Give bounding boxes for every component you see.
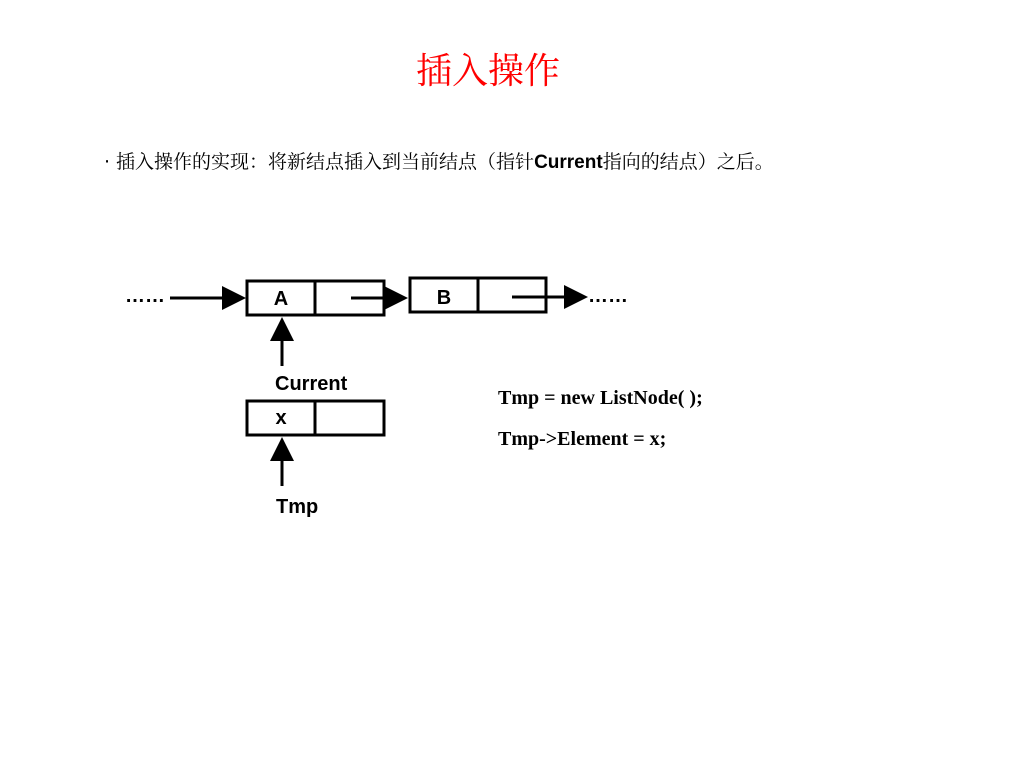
bullet-text-emphasis: Current <box>534 152 603 173</box>
code-block <box>498 378 703 460</box>
node-x-label: x <box>275 407 287 429</box>
node-a-label: A <box>273 288 289 310</box>
code-line-assign-element: Tmp->Element = x; <box>498 428 667 450</box>
slide-title: 插入操作 <box>415 51 560 92</box>
pointer-tmp-label: Tmp <box>276 496 319 518</box>
node-b-label: B <box>436 287 452 309</box>
node-b <box>410 278 546 312</box>
bullet-text-after: 指向的结点）之后。 <box>602 151 774 173</box>
code-line-new-node: Tmp = new ListNode( ); <box>498 387 703 409</box>
bullet-marker: · <box>104 151 111 173</box>
node-x-next-cell <box>315 401 384 435</box>
node-x <box>247 401 384 435</box>
node-b-next-cell <box>478 278 546 312</box>
bullet-text-before: 插入操作的实现：将新结点插入到当前结点（指针 <box>116 151 535 173</box>
pointer-current-label: Current <box>275 373 348 395</box>
ellipsis-left: …… <box>125 285 165 307</box>
ellipsis-right: …… <box>588 285 628 307</box>
